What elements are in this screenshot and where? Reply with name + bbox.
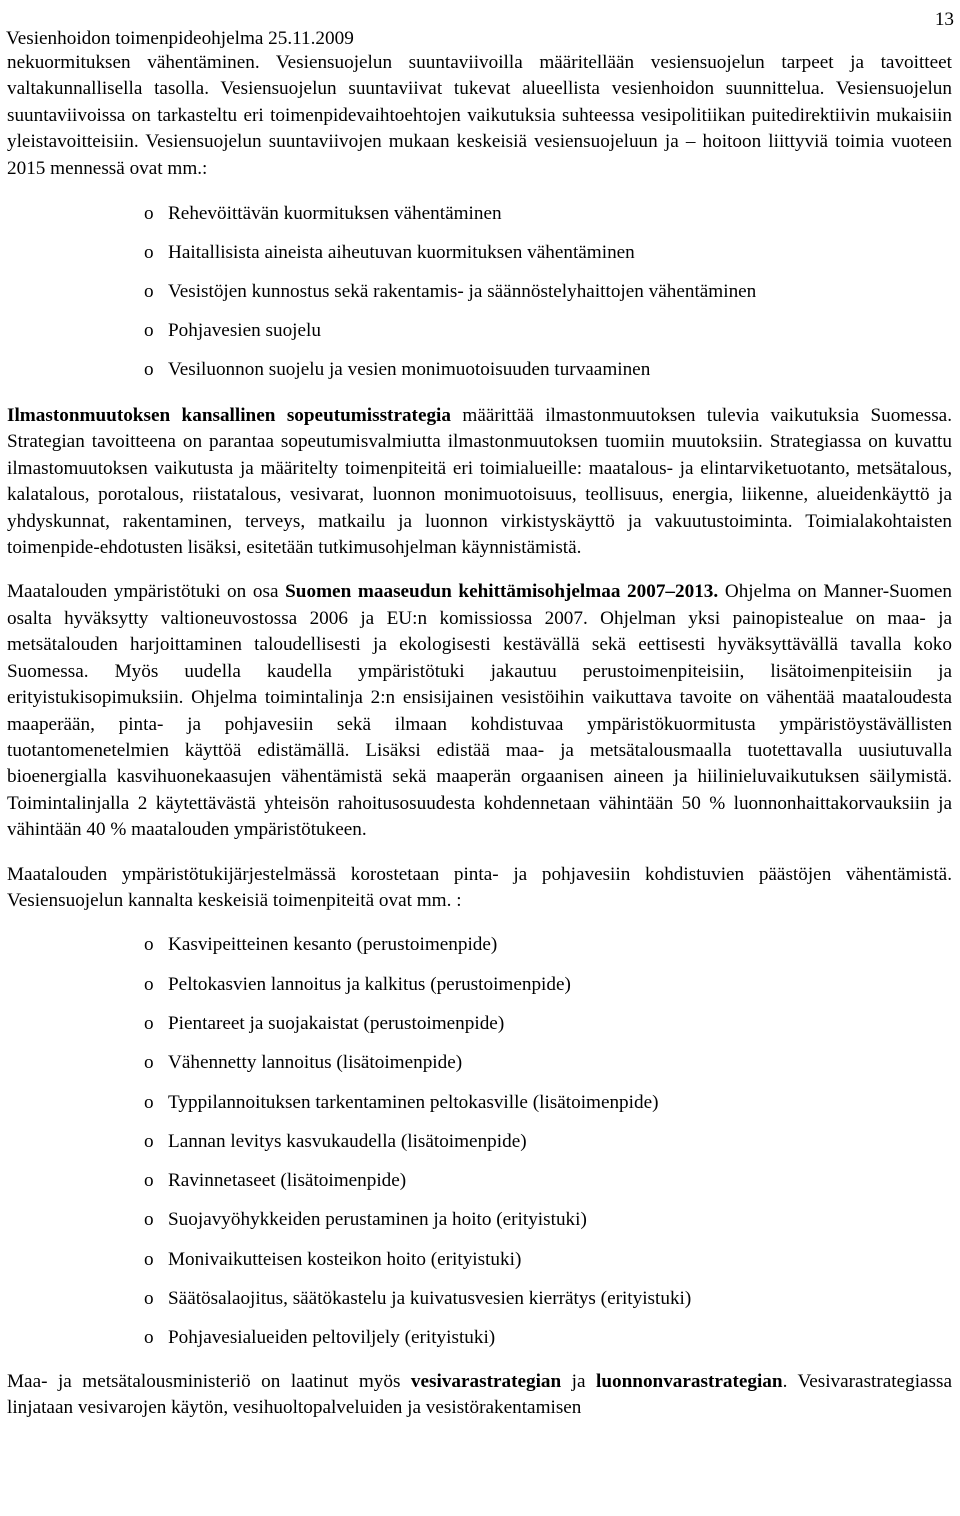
water-protection-measures-list [7, 194, 952, 389]
agri-support-system-paragraph: Maatalouden ympäristötukijärjestelmässä korostetaan pinta- ja pohjavesiin kohdistuvien päästöjen vähentämistä. Vesiensuojelun kannalta keskeisiä toimenpiteitä ovat mm. : [7, 863, 952, 911]
list-item-text: Kasvipeitteinen kesanto (perustoimenpide) [168, 934, 498, 956]
list-item-text: Vesiluonnon suojelu ja vesien monimuotoisuuden turvaaminen [168, 359, 651, 381]
page-number: 13 [934, 9, 954, 30]
climate-strategy-text: määrittää ilmastonmuutoksen tulevia vaikutuksia Suomessa. Strategian tavoitteena on parantaa sopeutumisvalmiutta ilmastonmuutoksen tuomiin muutoksiin. Strategiassa on kuvattu ilmastomuutoksen vaikutusta ja määritelty toimenpiteitä eri toimialueille: maatalous- ja elintarviketuotanto, metsätalous, kalatalous, porotalous, riistatalous, vesivarat, luonnon monimuotoisuus, teollisuus, energia, liikenne, alueidenkäyttö ja yhdyskunnat, rakentaminen, terveys, matkailu ja luonnon virkistyskäyttö ja vakuutustoiminta. Toimialakohtaisten toimenpide-ehdotusten lisäksi, esitetään tutkimusohjelman käynnistämistä. [7, 405, 952, 559]
list-item [7, 350, 952, 389]
list-item [7, 1004, 952, 1043]
bullet-marker: o [144, 1130, 154, 1152]
bullet-marker: o [144, 934, 154, 956]
bullet-marker: o [144, 320, 154, 342]
list-item [7, 1318, 952, 1357]
list-item-text: Peltokasvien lannoitus ja kalkitus (perustoimenpide) [168, 973, 571, 995]
bullet-marker: o [144, 203, 154, 225]
list-item [7, 272, 952, 311]
list-item [7, 925, 952, 964]
list-item-text: Vesistöjen kunnostus sekä rakentamis- ja säännöstelyhaittojen vähentäminen [168, 281, 757, 303]
list-item-text: Typpilannoituksen tarkentaminen peltokasville (lisätoimenpide) [168, 1091, 659, 1113]
climate-strategy-paragraph [7, 403, 952, 561]
bullet-marker: o [144, 242, 154, 264]
list-item-text: Pohjavesialueiden peltoviljely (erityistuki) [168, 1327, 496, 1349]
list-item [7, 1279, 952, 1318]
list-item [7, 233, 952, 272]
bullet-marker: o [144, 973, 154, 995]
agri-environment-paragraph [7, 579, 952, 843]
list-item [7, 1240, 952, 1279]
list-item-text: Rehevöittävän kuormituksen vähentäminen [168, 203, 502, 225]
climate-strategy-bold-lead: Ilmastonmuutoksen kansallinen sopeutumisstrategia [7, 405, 451, 427]
ministry-tail-text: . Vesivarastrategiassa linjataan vesivarojen käytön, vesihuoltopalveluiden ja vesistörakentamisen [7, 1370, 953, 1419]
document-title: Vesienhoidon toimenpideohjelma 25.11.2009 [6, 28, 354, 49]
water-resources-strategy-bold: vesivarastrategian [410, 1370, 562, 1392]
list-item-text: Haitallisista aineista aiheutuvan kuormituksen vähentäminen [168, 242, 635, 264]
list-item-text: Suojavyöhykkeiden perustaminen ja hoito (erityistuki) [168, 1209, 587, 1231]
bullet-marker: o [144, 1052, 154, 1074]
bullet-marker: o [144, 1248, 154, 1270]
bullet-marker: o [144, 1288, 154, 1310]
list-item-text: Ravinnetaseet (lisätoimenpide) [168, 1170, 407, 1192]
list-item [7, 965, 952, 1004]
ministry-strategy-paragraph [7, 1369, 952, 1422]
bullet-marker: o [144, 1327, 154, 1349]
paragraph-gap [7, 561, 952, 579]
list-item-text: Lannan levitys kasvukaudella (lisätoimenpide) [168, 1130, 527, 1152]
bullet-marker: o [144, 1170, 154, 1192]
agri-measures-list [7, 925, 952, 1357]
list-item [7, 1122, 952, 1161]
intro-paragraph: nekuormituksen vähentäminen. Vesiensuojelun suuntaviivoilla määritellään vesiensuojelun tarpeet ja tavoitteet valtakunnallisella tasolla. Vesiensuojelun suuntaviivat tukevat alueellista vesienhoidon suunnittelua. Vesiensuojelun suuntaviivoissa on tarkasteltu eri toimenpidevaihtoehtojen vaikutuksia suhteessa vesipolitiikan puitedirektiivin mukaisiin yleistavoitteisiin. Vesiensuojelun suuntaviivojen mukaan keskeisiä vesiensuojeluun ja – hoitoon liittyviä toimia vuoteen 2015 mennessä ovat mm.: [7, 52, 952, 179]
paragraph-gap [7, 844, 952, 862]
list-item [7, 194, 952, 233]
natural-resources-strategy-bold: luonnonvarastrategian [596, 1370, 783, 1392]
list-item [7, 311, 952, 350]
list-item-text: Säätösalaojitus, säätökastelu ja kuivatusvesien kierrätys (erityistuki) [168, 1288, 692, 1310]
bullet-marker: o [144, 281, 154, 303]
list-item-text: Monivaikutteisen kosteikon hoito (erityistuki) [168, 1248, 522, 1270]
bullet-marker: o [144, 1012, 154, 1034]
bullet-marker: o [144, 1209, 154, 1231]
page-header [4, 9, 954, 50]
list-item-text: Pohjavesien suojelu [168, 320, 321, 342]
rural-development-program-bold: Suomen maaseudun kehittämisohjelmaa 2007–2013. [285, 581, 719, 603]
ministry-mid-text: ja [561, 1370, 596, 1392]
bullet-marker: o [144, 359, 154, 381]
agri-lead-text: Maatalouden ympäristötuki on osa [7, 581, 286, 603]
agri-body-text: Ohjelma on Manner-Suomen osalta hyväksytty valtioneuvostossa 2006 ja EU:n komissiossa 2007. Ohjelman yksi painopistealue on maa- ja metsätalouden harjoittaminen taloudellisesti ja ekologisesti kestävällä sekä eettisesti hyväksyttävällä tavalla koko Suomessa. Myös uudella kaudella ympäristötuki jakautuu perustoimenpiteisiin, lisätoimenpiteisiin ja erityistukisopimuksiin. Ohjelma toimintalinja 2:n ensisijainen vesistöihin vaikuttava tavoite on vähentää maataloudesta maaperään, pinta- ja pohjavesiin sekä ilmaan kohdistuvaa ympäristökuormitusta ympäristöystävällisten tuotantomenetelmien käyttöä edistämällä. Lisäksi edistää maa- ja metsätalousmaalla tuotettavalla uusiutuvalla bioenergialla kasvihuonekaasujen vähentämistä sekä maaperän orgaanisen aineen ja hiilinieluvaikutuksen säilymistä. Toimintalinjalla 2 käytettävästä yhteisön rahoitusosuudesta kohdennetaan vähintään 50 % luonnonhaittakorvauksiin ja vähintään 40 % maatalouden ympäristötukeen. [7, 581, 952, 841]
list-item-text: Pientareet ja suojakaistat (perustoimenpide) [168, 1012, 505, 1034]
list-item [7, 1161, 952, 1200]
list-item [7, 1200, 952, 1239]
list-item [7, 1083, 952, 1122]
list-item [7, 1043, 952, 1082]
bullet-marker: o [144, 1091, 154, 1113]
document-body [7, 50, 952, 1421]
list-item-text: Vähennetty lannoitus (lisätoimenpide) [168, 1052, 463, 1074]
ministry-lead-text: Maa- ja metsätalousministeriö on laatinut myös [7, 1370, 411, 1392]
